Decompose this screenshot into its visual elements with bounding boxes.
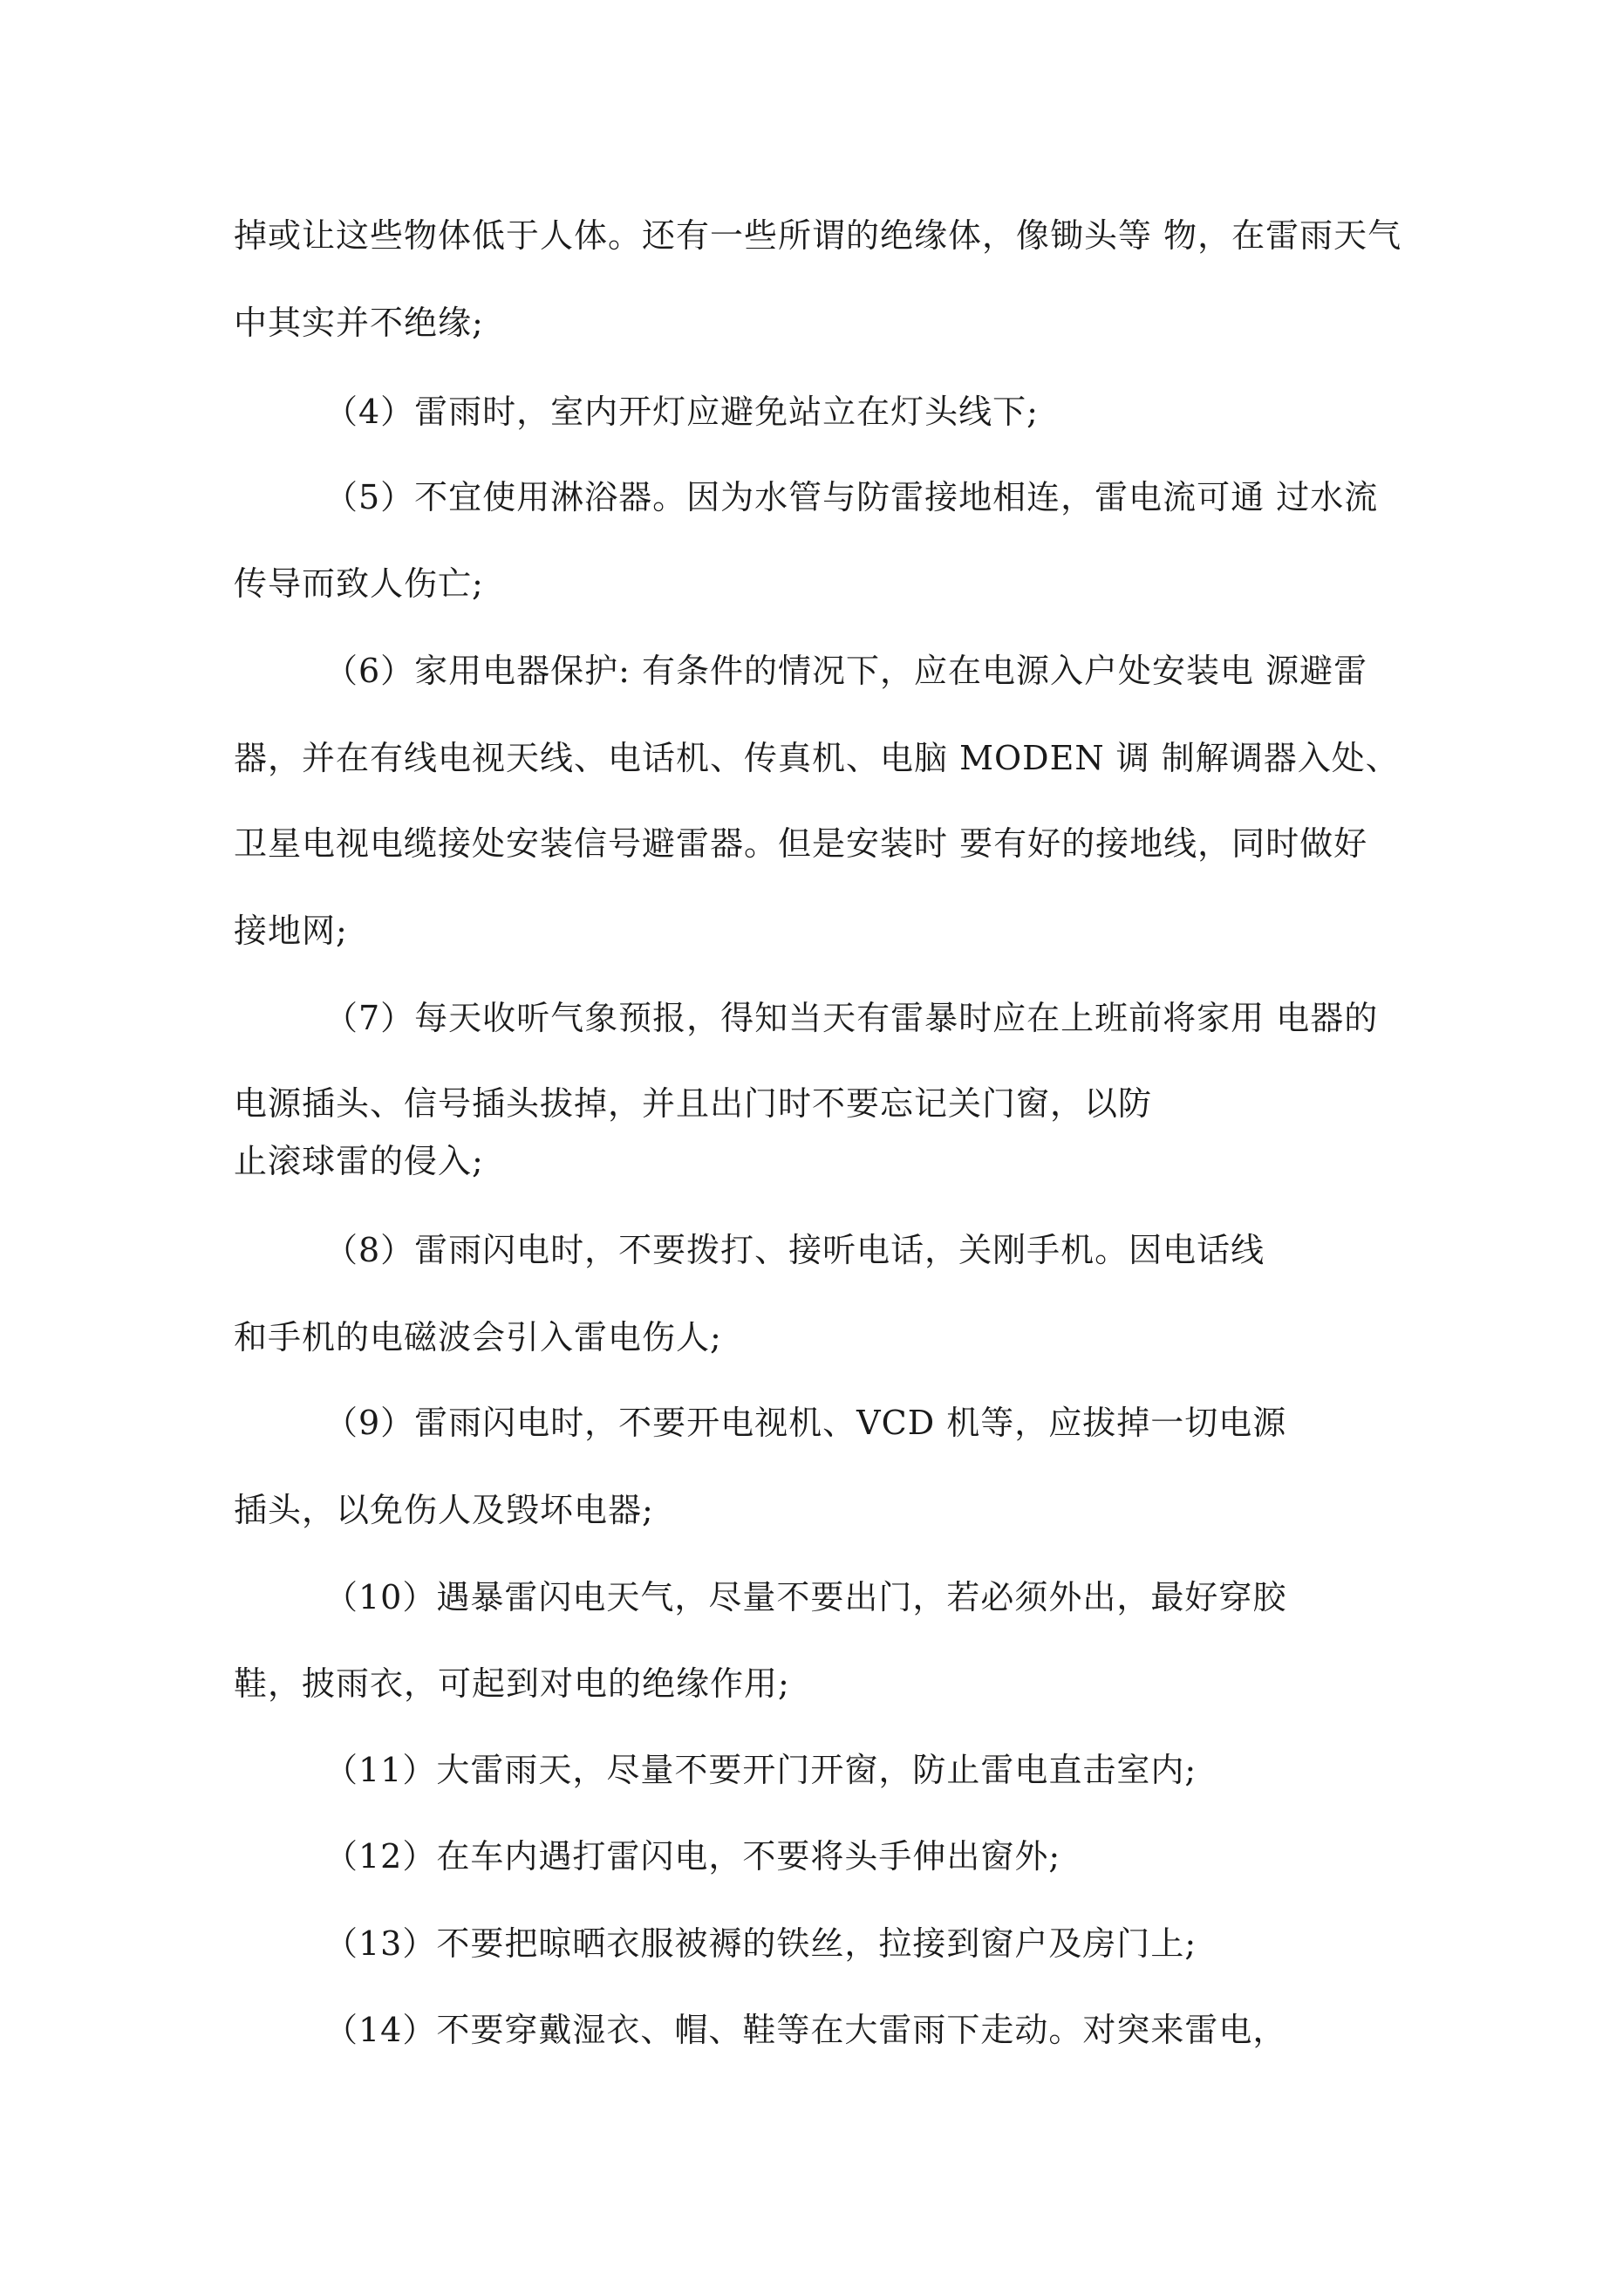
text-line: 接地网; — [234, 912, 348, 950]
list-item-5: （5）不宜使用淋浴器。因为水管与防雷接地相连，雷电流可通 过水流 — [324, 478, 1379, 516]
text-line: 插头，以免伤人及毁坏电器; — [234, 1491, 654, 1529]
text-line: 掉或让这些物体低于人体。还有一些所谓的绝缘体，像锄头等 物，在雷雨天气 — [234, 216, 1402, 255]
list-item-8: （8）雷雨闪电时，不要拨打、接听电话，关刚手机。因电话线 — [324, 1231, 1265, 1269]
list-item-6: （6）家用电器保护: 有条件的情况下，应在电源入户处安装电 源避雷 — [324, 652, 1368, 690]
text-line: 卫星电视电缆接处安装信号避雷器。但是安装时 要有好的接地线，同时做好 — [234, 824, 1368, 863]
text-line: 传导而致人伤亡; — [234, 564, 484, 603]
text-line: 止滚球雷的侵入; — [234, 1142, 484, 1180]
list-item-10: （10）遇暴雷闪电天气，尽量不要出门，若必须外出，最好穿胶 — [324, 1578, 1287, 1616]
text-line: 和手机的电磁波会引入雷电伤人; — [234, 1318, 722, 1356]
text-line: 器，并在有线电视天线、电话机、传真机、电脑 MODEN 调 制解调器入处、 — [234, 739, 1400, 777]
list-item-9: （9）雷雨闪电时，不要开电视机、VCD 机等，应拔掉一切电源 — [324, 1404, 1287, 1442]
list-item-4: （4）雷雨时，室内开灯应避免站立在灯头线下; — [324, 393, 1039, 431]
text-line: 鞋，披雨衣，可起到对电的绝缘作用; — [234, 1664, 790, 1703]
list-item-14: （14）不要穿戴湿衣、帽、鞋等在大雷雨下走动。对突来雷电， — [324, 2011, 1287, 2049]
text-line: 电源插头、信号插头拔掉，并且出门时不要忘记关门窗，以防 — [234, 1084, 1153, 1123]
list-item-13: （13）不要把晾晒衣服被褥的铁丝，拉接到窗户及房门上; — [324, 1924, 1197, 1963]
list-item-7: （7）每天收听气象预报，得知当天有雷暴时应在上班前将家用 电器的 — [324, 999, 1379, 1037]
list-item-11: （11）大雷雨天，尽量不要开门开窗，防止雷电直击室内; — [324, 1751, 1197, 1789]
list-item-12: （12）在车内遇打雷闪电，不要将头手伸出窗外; — [324, 1837, 1061, 1876]
text-line: 中其实并不绝缘; — [234, 304, 484, 342]
